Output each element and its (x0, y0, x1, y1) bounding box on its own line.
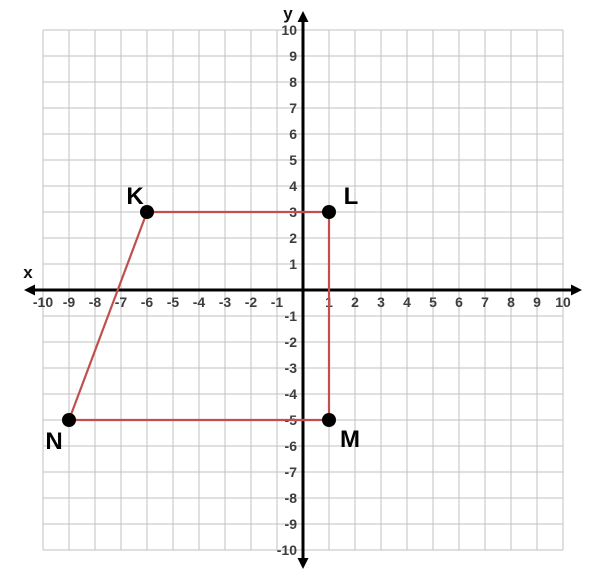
x-tick-label: 1 (325, 294, 333, 310)
y-tick-label: 3 (289, 204, 297, 220)
y-tick-label: -2 (284, 334, 297, 350)
x-tick-label: 5 (429, 294, 437, 310)
x-tick-label: 2 (351, 294, 359, 310)
y-tick-label: 10 (281, 22, 297, 38)
y-tick-label: -7 (284, 464, 297, 480)
y-tick-label: 8 (289, 74, 297, 90)
y-tick-label: 1 (289, 256, 297, 272)
x-tick-label: -3 (218, 294, 232, 310)
x-tick-label: 6 (455, 294, 463, 310)
y-tick-label: -4 (284, 386, 297, 402)
x-tick-label: -5 (166, 294, 180, 310)
y-tick-label: -6 (284, 438, 297, 454)
x-tick-label: -9 (62, 294, 76, 310)
vertex-point-l (322, 205, 336, 219)
y-tick-label: 2 (289, 230, 297, 246)
x-tick-label: -10 (32, 294, 54, 310)
y-tick-label: -9 (284, 516, 297, 532)
y-tick-label: -1 (284, 308, 297, 324)
y-tick-label: 7 (289, 100, 297, 116)
x-tick-label: 3 (377, 294, 385, 310)
y-tick-label: -8 (284, 490, 297, 506)
vertex-label-m: M (340, 426, 360, 453)
x-tick-label: 10 (555, 294, 571, 310)
y-tick-label: 4 (289, 178, 297, 194)
y-tick-label: 6 (289, 126, 297, 142)
vertex-point-n (62, 413, 76, 427)
vertex-label-n: N (45, 428, 63, 455)
y-tick-label: -5 (284, 412, 297, 428)
vertex-label-l: L (343, 183, 359, 210)
x-tick-label: 9 (533, 294, 541, 310)
y-tick-label: 9 (289, 48, 297, 64)
y-axis-arrow-up (298, 11, 309, 22)
x-tick-label: -2 (244, 294, 258, 310)
vertex-point-m (322, 413, 336, 427)
x-axis-label: x (23, 263, 33, 282)
x-axis-arrow-right (571, 285, 582, 296)
y-tick-label: -10 (276, 542, 297, 558)
y-axis-label: y (283, 4, 293, 23)
y-tick-label: -3 (284, 360, 297, 376)
x-tick-label: -6 (140, 294, 154, 310)
x-tick-label: 4 (403, 294, 411, 310)
y-tick-label: 5 (289, 152, 297, 168)
vertex-label-k: K (126, 183, 144, 210)
x-tick-label: 7 (481, 294, 489, 310)
y-axis-arrow-down (298, 558, 309, 569)
x-tick-label: 8 (507, 294, 515, 310)
x-tick-label: -4 (192, 294, 206, 310)
x-tick-label: -1 (270, 294, 284, 310)
x-tick-label: -7 (114, 294, 128, 310)
x-tick-label: -8 (88, 294, 102, 310)
